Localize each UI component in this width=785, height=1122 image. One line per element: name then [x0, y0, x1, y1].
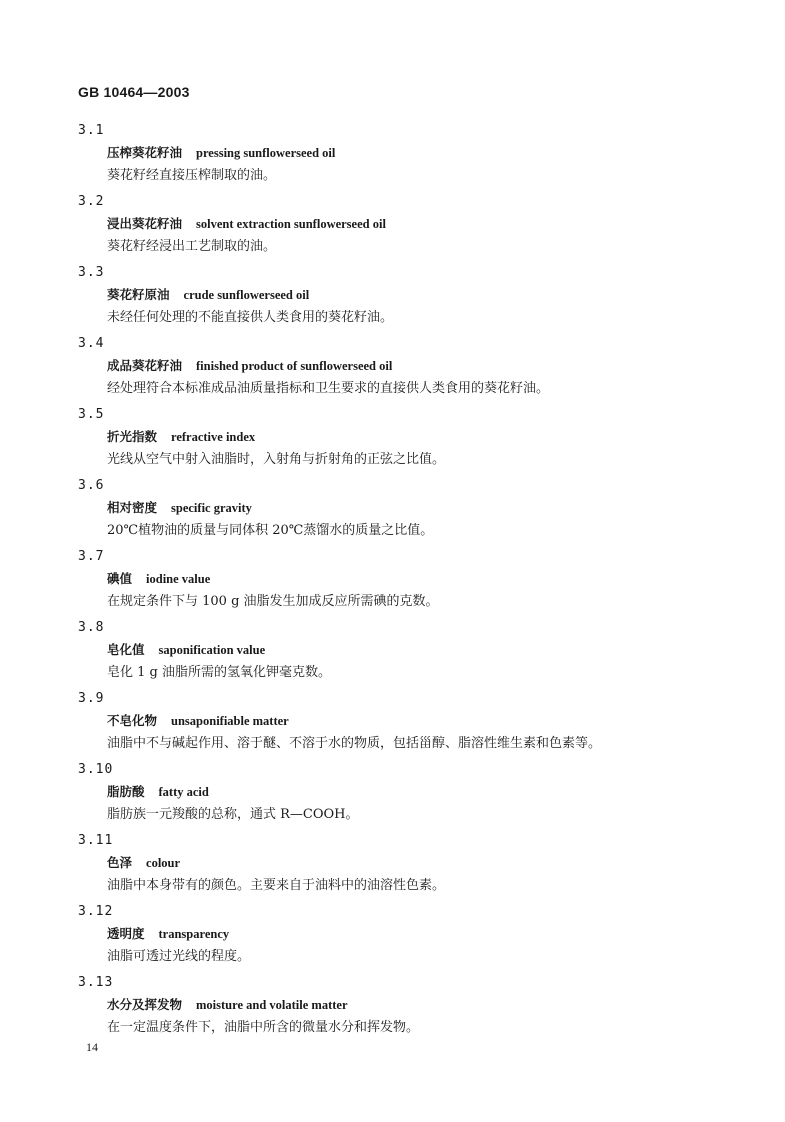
term-english: solvent extraction sunflowerseed oil: [196, 217, 386, 231]
term-chinese: 相对密度: [107, 500, 158, 515]
definition-entry: [0, 685, 785, 756]
definition-entry: [0, 756, 785, 827]
definition-entry: [0, 117, 785, 188]
definition-text: 未经任何处理的不能直接供人类食用的葵花籽油。: [107, 310, 394, 325]
term-english: unsaponifiable matter: [171, 714, 289, 728]
term: [107, 784, 209, 800]
term-english: crude sunflowerseed oil: [183, 288, 310, 302]
term-english: iodine value: [146, 572, 211, 586]
term-chinese: 折光指数: [107, 429, 158, 444]
clause-number: 3.9: [78, 691, 105, 706]
term-english: fatty acid: [158, 785, 209, 799]
definition-entry: [0, 472, 785, 543]
clause-number: 3.2: [78, 194, 105, 209]
term: [107, 145, 335, 161]
term-chinese: 脂肪酸: [107, 784, 145, 799]
term-english: saponification value: [158, 643, 266, 657]
term-english: moisture and volatile matter: [196, 998, 348, 1012]
definition-text: 脂肪族一元羧酸的总称，通式 R—COOH。: [107, 807, 359, 822]
definition-entry: [0, 543, 785, 614]
clause-number: 3.12: [78, 904, 114, 919]
definition-text: 在一定温度条件下，油脂中所含的微量水分和挥发物。: [107, 1020, 420, 1035]
term-chinese: 浸出葵花籽油: [107, 216, 183, 231]
term-english: refractive index: [171, 430, 256, 444]
clause-number: 3.6: [78, 478, 105, 493]
definition-text: 油脂可透过光线的程度。: [107, 949, 251, 964]
term: [107, 642, 265, 658]
definition-entry: [0, 330, 785, 401]
definition-entry: [0, 614, 785, 685]
term-chinese: 皂化值: [107, 642, 145, 657]
definition-entry: [0, 188, 785, 259]
definitions-list: [0, 117, 785, 1040]
definition-text: 葵花籽经浸出工艺制取的油。: [107, 239, 277, 254]
clause-number: 3.3: [78, 265, 105, 280]
term-english: specific gravity: [171, 501, 252, 515]
term: [107, 713, 289, 729]
definition-entry: [0, 969, 785, 1040]
term-chinese: 不皂化物: [107, 713, 158, 728]
definition-text: 20℃植物油的质量与同体积 20℃蒸馏水的质量之比值。: [107, 523, 434, 538]
term: [107, 358, 392, 374]
clause-number: 3.8: [78, 620, 105, 635]
definition-text: 葵花籽经直接压榨制取的油。: [107, 168, 277, 183]
definition-entry: [0, 898, 785, 969]
term: [107, 216, 386, 232]
clause-number: 3.13: [78, 975, 114, 990]
term-chinese: 透明度: [107, 926, 145, 941]
definition-text: 经处理符合本标准成品油质量指标和卫生要求的直接供人类食用的葵花籽油。: [107, 381, 550, 396]
term-chinese: 压榨葵花籽油: [107, 145, 183, 160]
term: [107, 855, 180, 871]
term: [107, 500, 252, 516]
term: [107, 429, 255, 445]
clause-number: 3.7: [78, 549, 105, 564]
clause-number: 3.5: [78, 407, 105, 422]
term: [107, 926, 229, 942]
page-number: 14: [86, 1040, 98, 1054]
standard-code-header: GB 10464—2003: [78, 84, 190, 100]
definition-entry: [0, 259, 785, 330]
definition-text: 油脂中本身带有的颜色。主要来自于油料中的油溶性色素。: [107, 878, 446, 893]
definition-entry: [0, 401, 785, 472]
term-english: pressing sunflowerseed oil: [196, 146, 336, 160]
term-english: finished product of sunflowerseed oil: [196, 359, 393, 373]
term: [107, 287, 309, 303]
term: [107, 571, 210, 587]
term-english: colour: [146, 856, 181, 870]
term-chinese: 碘值: [107, 571, 133, 586]
term: [107, 997, 348, 1013]
clause-number: 3.4: [78, 336, 105, 351]
definition-text: 光线从空气中射入油脂时，入射角与折射角的正弦之比值。: [107, 452, 446, 467]
term-chinese: 葵花籽原油: [107, 287, 170, 302]
clause-number: 3.10: [78, 762, 114, 777]
term-chinese: 色泽: [107, 855, 133, 870]
term-chinese: 水分及挥发物: [107, 997, 183, 1012]
clause-number: 3.11: [78, 833, 114, 848]
term-chinese: 成品葵花籽油: [107, 358, 183, 373]
clause-number: 3.1: [78, 123, 105, 138]
definition-text: 油脂中不与碱起作用、溶于醚、不溶于水的物质，包括甾醇、脂溶性维生素和色素等。: [107, 736, 602, 751]
term-english: transparency: [158, 927, 230, 941]
definition-text: 在规定条件下与 100 g 油脂发生加成反应所需碘的克数。: [107, 594, 439, 609]
definition-entry: [0, 827, 785, 898]
definition-text: 皂化 1 g 油脂所需的氢氧化钾毫克数。: [107, 665, 331, 680]
